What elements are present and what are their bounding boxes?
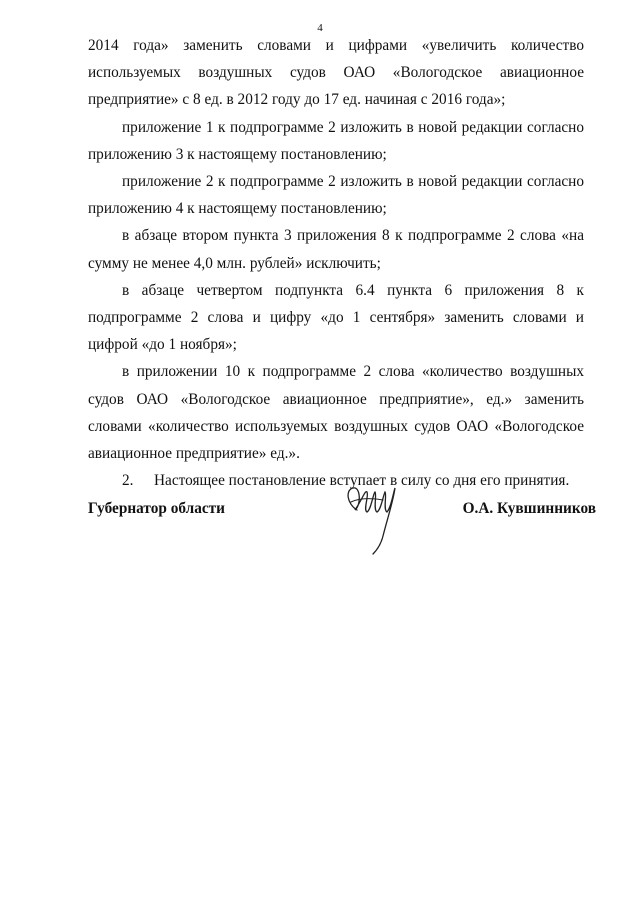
clause-number: 2. bbox=[122, 472, 134, 490]
clause-text: Настоящее постановление вступает в силу со дня его принятия. bbox=[154, 472, 570, 490]
paragraph: 2014 года» заменить словами и цифрами «увеличить количество используемых воздушных судов ОАО «Вологодское авиационное предприятие» с 8 ед. в 2012 году до 17 ед. начиная с 2016 года»; bbox=[88, 37, 584, 109]
page-number: 4 bbox=[317, 22, 323, 34]
signature-block bbox=[88, 486, 596, 566]
paragraph: в абзаце четвертом подпункта 6.4 пункта 6 приложения 8 к подпрограмме 2 слова и цифру «до 1 сентября» заменить словами и цифрой «до 1 ноября»; bbox=[88, 281, 584, 354]
document-body bbox=[88, 32, 584, 494]
paragraph: в приложении 10 к подпрограмме 2 слова «количество воздушных судов ОАО «Вологодское авиационное предприятие», ед.» заменить словами «количество используемых воздушных судов ОАО «Вологодское авиационное предприятие» ед.». bbox=[88, 363, 584, 463]
signatory-title: Губернатор области bbox=[88, 500, 225, 517]
handwritten-signature bbox=[343, 480, 407, 565]
paragraph: приложение 2 к подпрограмме 2 изложить в новой редакции согласно приложению 4 к настоящему постановлению; bbox=[88, 173, 584, 218]
signatory-name: О.А. Кувшинников bbox=[462, 500, 596, 517]
paragraph: в абзаце втором пункта 3 приложения 8 к подпрограмме 2 слова «на сумму не менее 4,0 млн. рублей» исключить; bbox=[88, 227, 584, 272]
paragraph: приложение 1 к подпрограмме 2 изложить в новой редакции согласно приложению 3 к настоящему постановлению; bbox=[88, 118, 584, 163]
